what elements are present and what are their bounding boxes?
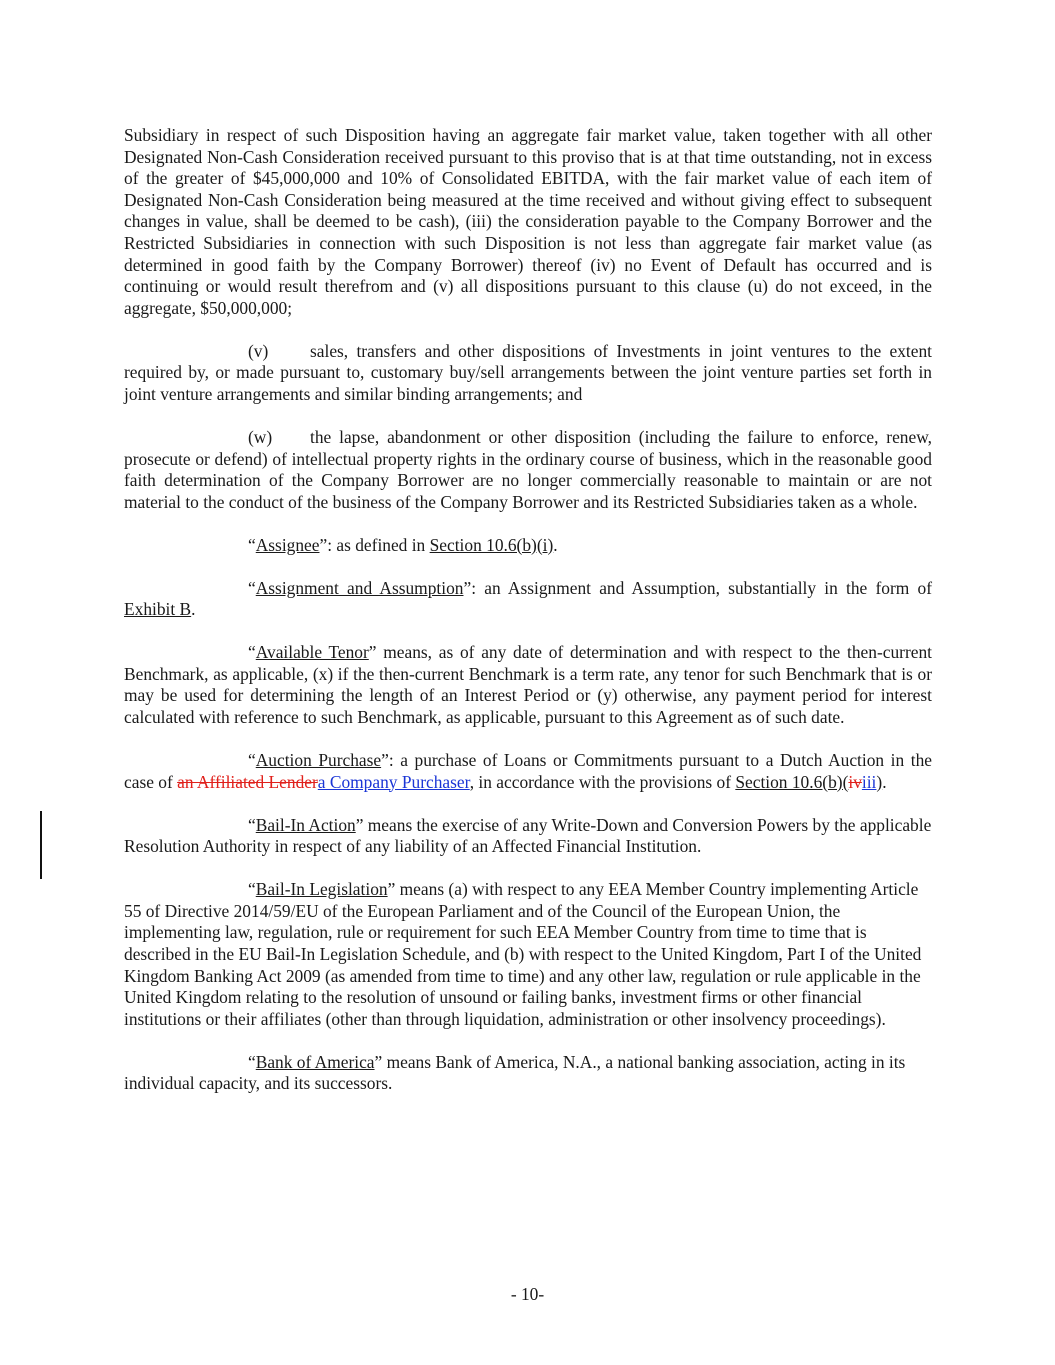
assignee-text: ”: as defined in <box>319 534 430 555</box>
definition-assignee <box>124 535 932 557</box>
bank-of-america-text: ” means Bank of America, N.A., a national banking association, acting in its individual capacity, and its successors. <box>124 1051 906 1094</box>
auction-text-2: , in accordance with the provisions of <box>469 771 736 792</box>
paragraph-clause-w <box>124 427 932 513</box>
clause-v-text: sales, transfers and other dispositions of Investments in joint ventures to the extent required by, or made pursuant to, customary buy/sell arrangements between the joint venture parties set forth in joint venture arrangements and similar binding arrangements; and <box>124 340 932 404</box>
period: . <box>191 599 196 620</box>
deleted-text: an Affiliated Lender <box>177 771 318 792</box>
change-bar <box>40 811 42 879</box>
section-reference: Section 10.6(b)( <box>735 771 849 792</box>
document-page <box>124 125 932 1116</box>
definition-assignment-and-assumption <box>124 578 932 621</box>
bail-in-legislation-text: ” means (a) with respect to any EEA Member Country implementing Article 55 of Directive 2014/59/EU of the European Parliament and of the Council of the European Union, the implementing law, regulation, rule or requirement for such EEA Member Country from time to time that is described in the EU Bail-In Legislation Schedule, and (b) with respect to the United Kingdom, Part I of the United Kingdom Banking Act 2009 (as amended from time to time) and any other law, regulation or rule applicable in the United Kingdom relating to the resolution of unsound or failing banks, investment firms or other financial institutions or their affiliates (other than through liquidation, administration or other insolvency proceedings). <box>124 879 922 1029</box>
definition-bail-in-legislation <box>124 879 932 1030</box>
clause-w-text: the lapse, abandonment or other disposition (including the failure to enforce, renew, prosecute or defend) of intellectual property rights in the ordinary course of business, which in the reasonable good faith determination of the Company Borrower are no longer commercially reasonable to maintain or are not material to the conduct of the business of the Company Borrower and its Restricted Subsidiaries taken as a whole. <box>124 426 932 512</box>
available-tenor-text: ” means, as of any date of determination and with respect to the then-current Benchmark, as applicable, (x) if the then-current Benchmark is a term rate, any tenor for such Benchmark that is or may be used for determining the length of an Interest Period or (y) otherwise, any payment period for interest calculated with reference to such Benchmark, as applicable, pursuant to this Agreement as of such date. <box>124 642 932 728</box>
quote-open: “ <box>248 577 256 598</box>
clause-v-number: (v) <box>248 340 269 361</box>
inserted-text: iii <box>861 771 877 792</box>
definition-auction-purchase <box>124 750 932 793</box>
quote-open: “ <box>248 1051 256 1072</box>
bail-in-action-text: ” means the exercise of any Write-Down and Conversion Powers by the applicable Resolution Authority in respect of any liability of an Affected Financial Institution. <box>124 814 932 857</box>
clause-w-number: (w) <box>248 426 273 447</box>
exhibit-reference: Exhibit B <box>124 599 192 620</box>
defined-term-auction-purchase: Auction Purchase <box>255 750 382 770</box>
definition-bail-in-action <box>124 815 932 858</box>
quote-open: “ <box>248 814 256 835</box>
defined-term-bank-of-america: Bank of America <box>255 1051 375 1072</box>
defined-term-assignment: Assignment and Assumption <box>255 577 464 598</box>
section-reference: Section 10.6(b)(i) <box>429 534 554 555</box>
section-reference-close: ) <box>876 771 883 792</box>
auction-text-1: ”: a purchase of Loans or Commitments pursuant to a Dutch Auction in the case of <box>124 750 933 792</box>
inserted-text: a Company Purchaser <box>317 771 470 792</box>
period: . <box>553 534 558 555</box>
paragraph-intro-text: Subsidiary in respect of such Disposition having an aggregate fair market value, taken together with all other Designated Non-Cash Consideration received pursuant to this proviso that is at that time outstanding, not in excess of the greater of $45,000,000 and 10% of Consolidated EBITDA, with the fair market value of each item of Designated Non-Cash Consideration being measured at the time received and without giving effect to subsequent changes in value, shall be deemed to be cash), (iii) the consideration payable to the Company Borrower and the Restricted Subsidiaries in connection with such Disposition is not less than aggregate fair market value (as determined in good faith by the Company Borrower) thereof (iv) no Event of Default has occurred and is continuing or would result therefrom and (v) all dispositions pursuant to this clause (u) do not exceed, in the aggregate, $50,000,000; <box>124 125 932 318</box>
defined-term-assignee: Assignee <box>255 534 320 555</box>
definition-available-tenor <box>124 642 932 728</box>
paragraph-intro <box>124 125 932 319</box>
defined-term-available-tenor: Available Tenor <box>255 642 369 663</box>
definition-bank-of-america <box>124 1052 932 1095</box>
defined-term-bail-in-action: Bail-In Action <box>255 814 356 835</box>
paragraph-clause-v <box>124 341 932 406</box>
quote-open: “ <box>248 750 256 770</box>
quote-open: “ <box>248 879 256 900</box>
assignment-text: ”: an Assignment and Assumption, substantially in the form of <box>463 577 932 598</box>
quote-open: “ <box>248 534 256 555</box>
defined-term-bail-in-legislation: Bail-In Legislation <box>255 879 388 900</box>
deleted-text: iv <box>848 771 862 792</box>
quote-open: “ <box>248 642 256 663</box>
page-number: - 10- <box>510 1284 545 1304</box>
period: . <box>882 771 887 792</box>
